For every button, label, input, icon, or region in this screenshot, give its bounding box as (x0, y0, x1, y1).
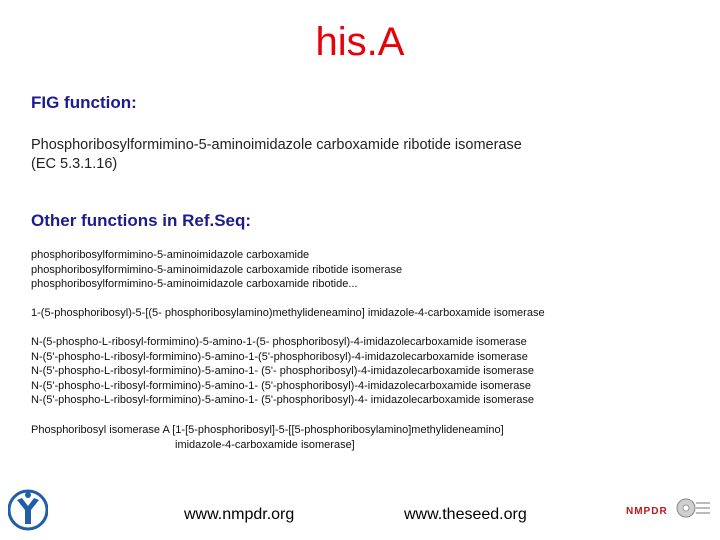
fig-function-heading: FIG function: (31, 93, 137, 112)
fig-function-line: Phosphoribosylformimino-5-aminoimidazole carboxamide ribotide isomerase (31, 137, 522, 153)
list-item: N-(5'-phospho-L-ribosyl-formimino)-5-amino-1- (5'- phosphoribosyl)-4-imidazolecarboxamide isomerase (31, 365, 535, 378)
other-functions-group-4 (31, 423, 504, 452)
other-functions-group-3 (31, 335, 534, 408)
list-item: N-(5'-phospho-L-ribosyl-formimino)-5-amino-1- (5'-phosphoribosyl)-4-imidazolecarboxamide isomerase (31, 379, 531, 392)
nmpdr-link[interactable]: www.nmpdr.org (184, 506, 295, 523)
theseed-link[interactable]: www.theseed.org (404, 506, 527, 523)
list-item: imidazole-4-carboxamide isomerase] (175, 438, 355, 451)
nmpdr-logo (626, 492, 712, 533)
list-item: phosphoribosylformimino-5-aminoimidazole carboxamide (31, 249, 310, 261)
list-item: Phosphoribosyl isomerase A [1-[5-phosphoribosyl]-5-[[5-phosphoribosylamino]methylideneamino] (31, 424, 504, 436)
fig-function-line: (EC 5.3.1.16) (31, 156, 118, 172)
institution-logo-icon (8, 488, 48, 537)
list-item: phosphoribosylformimino-5-aminoimidazole carboxamide ribotide isomerase (31, 263, 403, 276)
other-functions-group-2 (31, 306, 545, 321)
list-item: phosphoribosylformimino-5-aminoimidazole carboxamide ribotide... (31, 278, 358, 291)
list-item: N-(5'-phospho-L-ribosyl-formimino)-5-amino-1- (5'-phosphoribosyl)-4- imidazolecarboxamide isomerase (31, 394, 535, 407)
list-item: N-(5'-phospho-L-ribosyl-formimino)-5-amino-1-(5'-phosphoribosyl)-4-imidazolecarboxamide isomerase (31, 350, 528, 363)
list-item: N-(5-phospho-L-ribosyl-formimino)-5-amino-1-(5- phosphoribosyl)-4-imidazolecarboxamide isomerase (31, 336, 527, 348)
list-item: 1-(5-phosphoribosyl)-5-[(5- phosphoribosylamino)methylideneamino] imidazole-4-carboxamide isomerase (31, 307, 545, 319)
slide-title: his.A (315, 20, 405, 64)
other-functions-group-1 (31, 248, 402, 292)
nmpdr-logo-text: NMPDR (626, 506, 668, 517)
other-functions-heading: Other functions in Ref.Seq: (31, 211, 252, 230)
fig-function-text (31, 136, 522, 174)
